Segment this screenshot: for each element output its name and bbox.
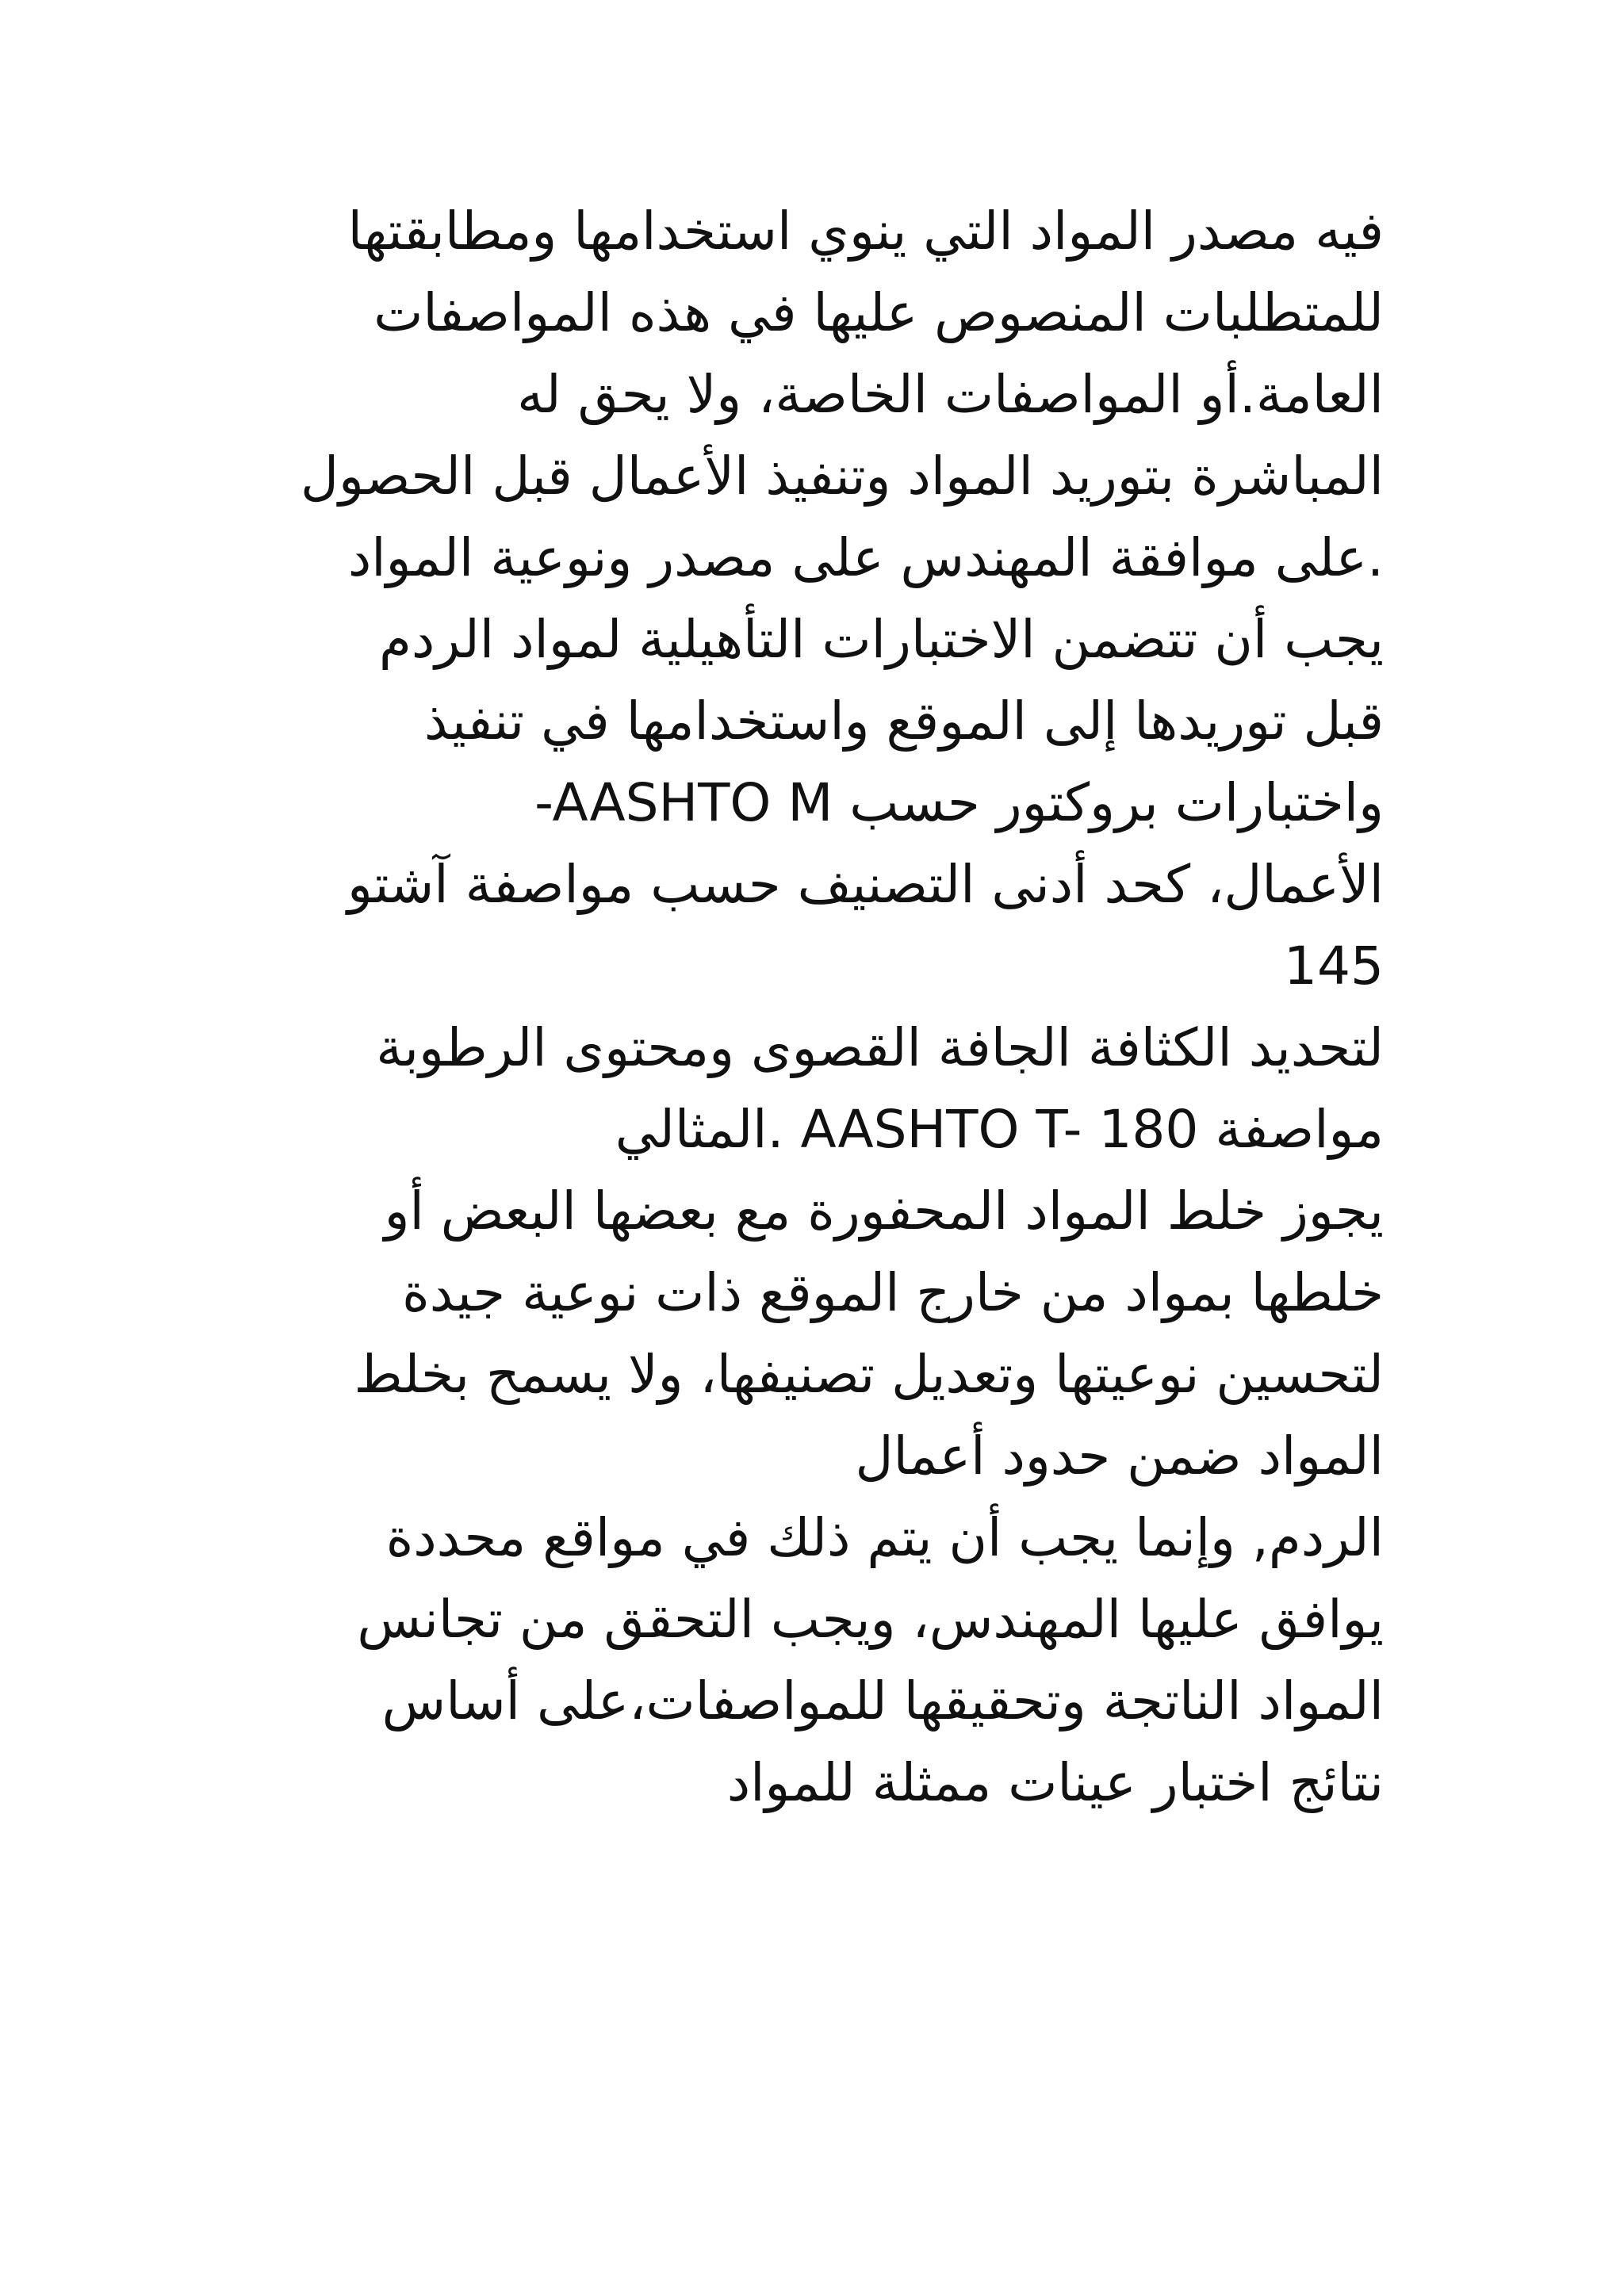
text-line: لتحديد الكثافة الجافة القصوى ومحتوى الرطوبة — [376, 1017, 1384, 1078]
text-line: يجوز خلط المواد المحفورة مع بعضها البعض أو — [384, 1181, 1384, 1242]
text-line: .على موافقة المهندس على مصدر ونوعية المواد — [347, 527, 1384, 588]
text-line: مواصفة AASHTO T- 180 .المثالي — [615, 1099, 1384, 1160]
text-line: نتائج اختبار عينات ممثلة للمواد — [726, 1752, 1384, 1813]
text-line: العامة.أو المواصفات الخاصة، ولا يحق له — [517, 364, 1384, 425]
text-line: يوافق عليها المهندس، ويجب التحقق من تجانس — [357, 1589, 1384, 1650]
text-line: -AASHTO M واختبارات بروكتور حسب — [534, 772, 1384, 833]
text-line: للمتطلبات المنصوص عليها في هذه المواصفات — [373, 282, 1384, 343]
text-line: المواد الناتجة وتحقيقها للمواصفات،على أساس — [381, 1670, 1384, 1732]
text-line: 145 — [1284, 936, 1384, 997]
text-line: قبل توريدها إلى الموقع واستخدامها في تنفيذ — [423, 691, 1384, 752]
body-text — [238, 190, 1384, 1823]
text-line: فيه مصدر المواد التي ينوي استخدامها ومطابقتها — [347, 201, 1384, 262]
text-line: خلطها بمواد من خارج الموقع ذات نوعية جيدة — [402, 1262, 1384, 1323]
text-line: المباشرة بتوريد المواد وتنفيذ الأعمال قبل الحصول — [301, 446, 1384, 507]
text-line: الردم, وإنما يجب أن يتم ذلك في مواقع محددة — [385, 1507, 1384, 1568]
text-line: لتحسين نوعيتها وتعديل تصنيفها، ولا يسمح بخلط — [354, 1344, 1384, 1405]
text-line: المواد ضمن حدود أعمال — [855, 1425, 1384, 1487]
text-line: الأعمال، كحد أدنى التصنيف حسب مواصفة آشتو — [347, 854, 1384, 915]
text-line: يجب أن تتضمن الاختبارات التأهيلية لمواد الردم — [379, 609, 1384, 670]
